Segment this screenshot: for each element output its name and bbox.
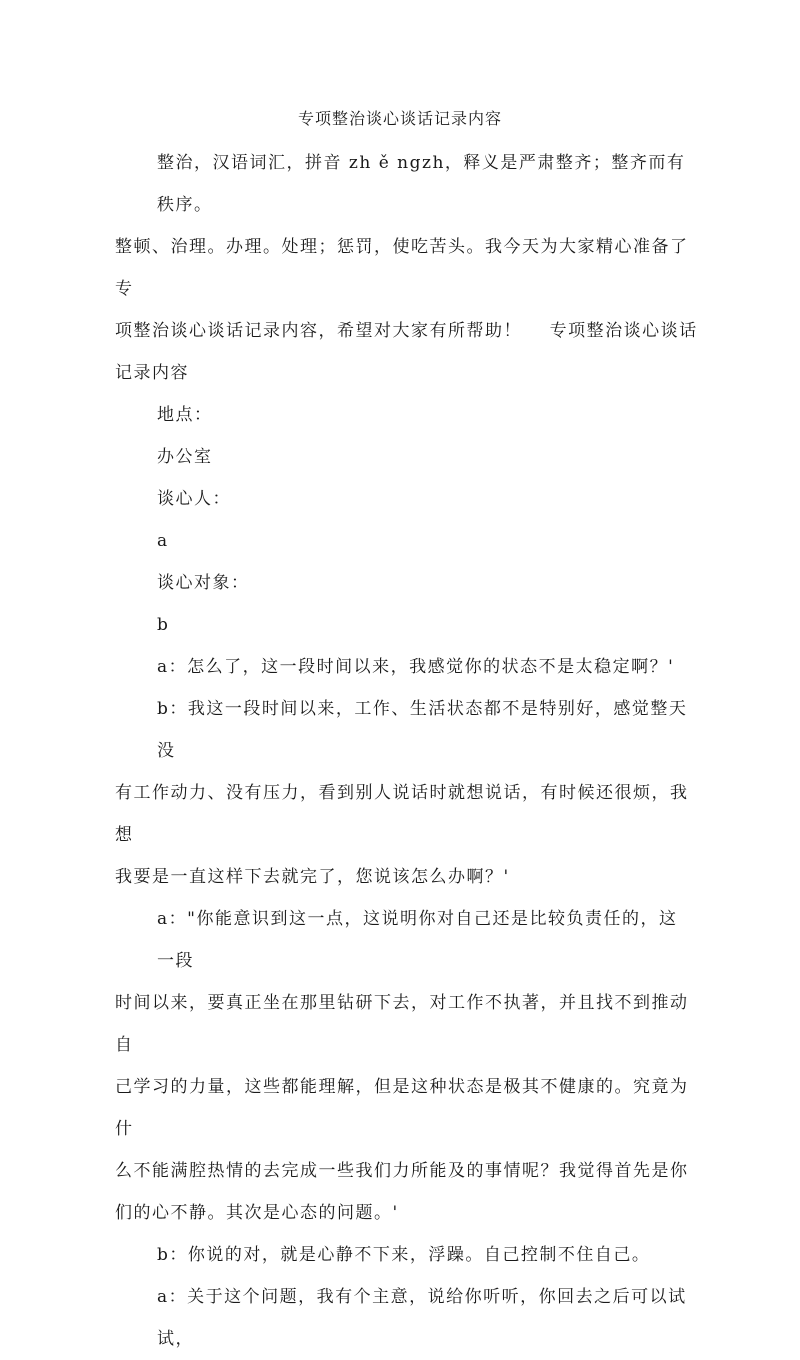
text-line: a：怎么了，这一段时间以来，我感觉你的状态不是太稳定啊？': [157, 657, 675, 677]
dialogue-paragraph: [115, 1276, 690, 1360]
dialogue-paragraph: [115, 1234, 690, 1276]
text-line: 么不能满腔热情的去完成一些我们力所能及的事情呢？我觉得首先是你: [115, 1161, 689, 1181]
text-line: b：你说的对，就是心静不下来，浮躁。自己控制不住自己。: [157, 1245, 651, 1265]
text-line: 记录内容: [115, 363, 189, 383]
location-value: 办公室: [157, 447, 213, 467]
text-line: 我要是一直这样下去就完了，您说该怎么办啊？': [115, 867, 510, 887]
location-label: 地点：: [157, 405, 213, 425]
talker-value: a: [157, 531, 169, 551]
dialogue-paragraph: [115, 898, 690, 1234]
text-line: 项整治谈心谈话记录内容，希望对大家有所帮助！ 专项整治谈心谈话: [115, 321, 698, 341]
text-line: 己学习的力量，这些都能理解，但是这种状态是极其不健康的。究竟为什: [115, 1077, 689, 1139]
text-line: 整顿、治理。办理。处理；惩罚，使吃苦头。我今天为大家精心准备了专: [115, 237, 689, 299]
target-value: b: [157, 615, 170, 635]
document-title: 专项整治谈心谈话记录内容: [297, 109, 502, 128]
text-line: 整治，汉语词汇，拼音 zh ě ngzh，释义是严肃整齐；整齐而有秩序。: [157, 153, 686, 215]
intro-paragraph: [115, 142, 698, 394]
dialogue-paragraph: [115, 646, 690, 688]
text-line: 有工作动力、没有压力，看到别人说话时就想说话，有时候还很烦，我想: [115, 783, 689, 845]
text-line: 时间以来，要真正坐在那里钻研下去，对工作不执著，并且找不到推动自: [115, 993, 689, 1055]
text-line: 们的心不静。其次是心态的问题。': [115, 1203, 399, 1223]
text-line: a：关于这个问题，我有个主意，说给你听听，你回去之后可以试试，: [157, 1287, 687, 1349]
text-line: a："你能意识到这一点，这说明你对自己还是比较负责任的，这一段: [157, 909, 678, 971]
text-line: b：我这一段时间以来，工作、生活状态都不是特别好，感觉整天没: [157, 699, 688, 761]
talker-label: 谈心人：: [157, 489, 231, 509]
dialogue-paragraph: [115, 688, 690, 898]
target-label: 谈心对象：: [157, 573, 250, 593]
document-body: [115, 142, 698, 1360]
